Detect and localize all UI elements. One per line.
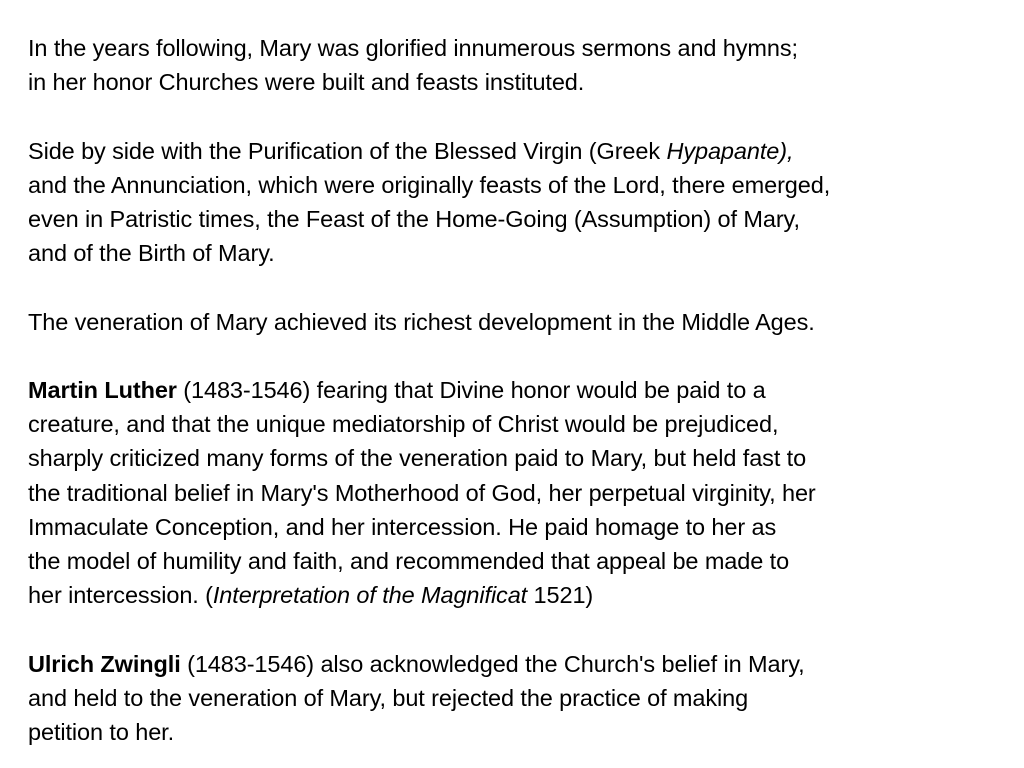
text-line: and held to the veneration of Mary, but rejected the practice of making bbox=[28, 684, 749, 711]
person-name: Martin Luther bbox=[28, 376, 177, 403]
text-line bbox=[28, 373, 1018, 407]
text-line: the model of humility and faith, and recommended that appeal be made to bbox=[28, 548, 790, 574]
text-segment: ), bbox=[779, 137, 794, 164]
text-line: In the years following, Mary was glorified innumerous sermons and hymns; bbox=[28, 35, 798, 61]
text-line: even in Patristic times, the Feast of the Home-Going (Assumption) of Mary, bbox=[28, 206, 800, 232]
text-line: the traditional belief in Mary's Motherhood of God, her perpetual virginity, her bbox=[28, 479, 816, 506]
slide-body bbox=[28, 31, 1018, 749]
person-name: Ulrich Zwingli bbox=[28, 650, 181, 677]
text-segment: (1483-1546) also acknowledged the Church's belief in Mary, bbox=[180, 650, 805, 677]
text-line: The veneration of Mary achieved its richest development in the Middle Ages. bbox=[28, 308, 815, 335]
text-segment: (1483-1546) fearing that Divine honor would be paid to a bbox=[176, 376, 766, 403]
text-line: creature, and that the unique mediatorship of Christ would be prejudiced, bbox=[28, 411, 779, 438]
text-line bbox=[28, 134, 1018, 168]
paragraph-glorification bbox=[28, 31, 1018, 99]
text-line: petition to her. bbox=[28, 719, 175, 745]
text-segment: her intercession. ( bbox=[28, 582, 213, 609]
text-line: Immaculate Conception, and her intercession. He paid homage to her as bbox=[28, 513, 777, 540]
paragraph-zwingli bbox=[28, 647, 1018, 750]
text-line: and the Annunciation, which were originally feasts of the Lord, there emerged, bbox=[28, 171, 831, 198]
italic-title: Interpretation of the Magnificat bbox=[212, 582, 528, 609]
paragraph-middle-ages bbox=[28, 305, 1018, 339]
italic-term: Hypapante bbox=[666, 137, 780, 164]
text-segment: Side by side with the Purification of the Blessed Virgin (Greek bbox=[28, 137, 667, 164]
text-line: sharply criticized many forms of the veneration paid to Mary, but held fast to bbox=[28, 445, 807, 472]
text-line bbox=[28, 647, 1018, 681]
text-line: in her honor Churches were built and feasts instituted. bbox=[28, 69, 585, 96]
paragraph-feasts bbox=[28, 134, 1018, 271]
paragraph-luther bbox=[28, 373, 1018, 612]
text-segment: 1521) bbox=[527, 582, 594, 609]
text-line: and of the Birth of Mary. bbox=[28, 240, 275, 267]
text-line bbox=[28, 578, 1018, 612]
